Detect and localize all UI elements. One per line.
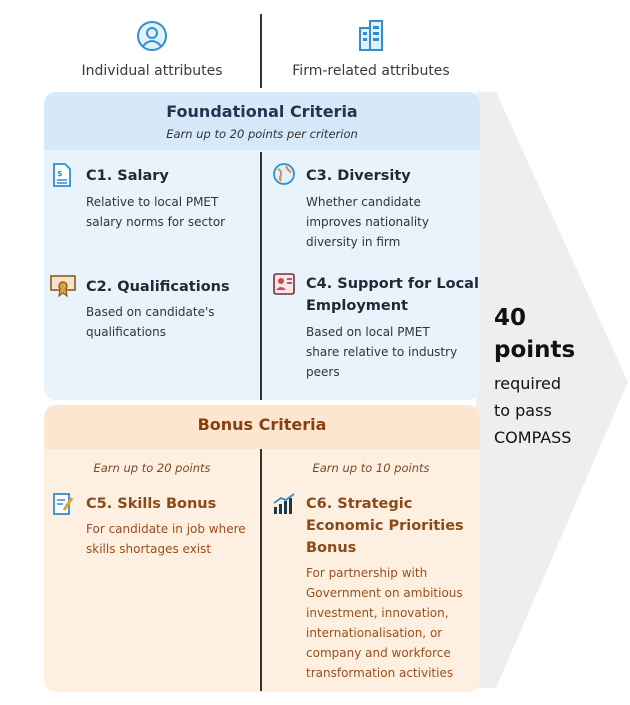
bonus-divider xyxy=(260,449,262,691)
requirement-line-3: COMPASS xyxy=(494,428,572,447)
c6-title: C6. Strategic Economic Priorities Bonus xyxy=(306,496,464,556)
svg-text:$: $ xyxy=(57,169,63,178)
buildings-icon xyxy=(356,18,386,52)
points-requirement xyxy=(494,302,575,451)
foundational-divider xyxy=(260,152,262,400)
c1-title: C1. Salary xyxy=(86,168,169,184)
growth-chart-icon xyxy=(272,493,296,515)
requirement-line-2: to pass xyxy=(494,401,552,420)
individual-attributes-label: Individual attributes xyxy=(81,63,223,79)
c4-title: C4. Support for Local Employment xyxy=(306,276,479,314)
globe-icon xyxy=(272,162,296,186)
c5-desc: For candidate in job where skills shortages exist xyxy=(86,522,246,556)
c1-desc: Relative to local PMET salary norms for sector xyxy=(86,195,226,229)
points-unit: points xyxy=(494,337,576,363)
foundational-subtitle: Earn up to 20 points per criterion xyxy=(166,127,358,141)
c3-title: C3. Diversity xyxy=(306,168,411,184)
bonus-title: Bonus Criteria xyxy=(197,415,327,434)
c3-desc: Whether candidate improves nationality diversity in firm xyxy=(306,195,429,249)
requirement-line-1: required xyxy=(494,374,562,393)
foundational-title: Foundational Criteria xyxy=(166,102,358,121)
points-number: 40 xyxy=(494,305,527,331)
local-employment-icon xyxy=(272,272,296,296)
salary-document-icon xyxy=(52,163,72,187)
person-icon xyxy=(136,20,168,52)
certificate-icon xyxy=(50,274,76,298)
c5-title: C5. Skills Bonus xyxy=(86,496,217,512)
skills-checklist-icon xyxy=(52,492,74,516)
c4-desc: Based on local PMET share relative to industry peers xyxy=(306,325,458,379)
header-divider xyxy=(260,14,262,88)
c2-desc: Based on candidate's qualifications xyxy=(86,305,215,339)
c2-title: C2. Qualifications xyxy=(86,279,230,295)
foundational-header xyxy=(44,92,480,150)
c5-points-subtitle: Earn up to 20 points xyxy=(93,461,211,475)
c6-desc: For partnership with Government on ambitious investment, innovation, internationalisation, or company and workforce transformation activities xyxy=(306,566,463,680)
firm-attributes-label: Firm-related attributes xyxy=(292,63,450,79)
c6-points-subtitle: Earn up to 10 points xyxy=(312,461,430,475)
